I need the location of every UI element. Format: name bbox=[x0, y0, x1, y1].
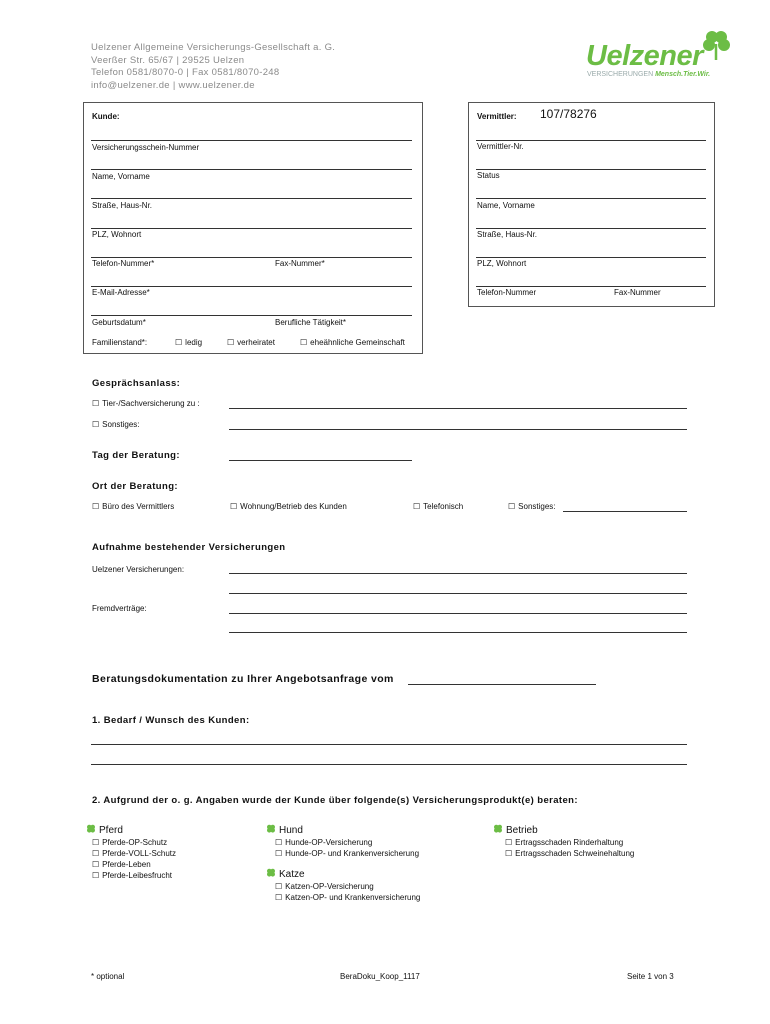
checkbox-icon: ☐ bbox=[92, 860, 100, 869]
fax-label: Fax-Nummer* bbox=[275, 259, 325, 268]
clover-icon bbox=[493, 824, 503, 834]
tag-line[interactable] bbox=[229, 460, 412, 461]
vermittler-line-3[interactable] bbox=[476, 198, 706, 199]
pferd-leibesfrucht-checkbox[interactable] bbox=[92, 870, 176, 881]
anlass-title: Gesprächsanlass: bbox=[92, 378, 181, 389]
katze-kranken-label: Katzen-OP- und Krankenversicherung bbox=[285, 893, 421, 902]
category-hund bbox=[266, 824, 303, 836]
ort-telefonisch-label: Telefonisch bbox=[423, 502, 464, 511]
familienstand-label: Familienstand*: bbox=[92, 338, 148, 347]
fam-ledig-label: ledig bbox=[185, 338, 203, 347]
checkbox-icon: ☐ bbox=[508, 502, 516, 511]
kunde-line-4[interactable] bbox=[91, 228, 412, 229]
bedarf-line-2[interactable] bbox=[91, 764, 687, 765]
company-phone: Telefon 0581/8070-0 | Fax 0581/8070-248 bbox=[91, 67, 280, 78]
checkbox-icon: ☐ bbox=[175, 338, 183, 347]
hund-list bbox=[275, 837, 419, 859]
company-web: info@uelzener.de | www.uelzener.de bbox=[91, 79, 255, 91]
company-address: Veerßer Str. 65/67 | 29525 Uelzen bbox=[91, 54, 245, 66]
aufnahme-title: Aufnahme bestehender Versicherungen bbox=[92, 542, 286, 553]
betrieb-rinder-label: Ertragsschaden Rinderhaltung bbox=[515, 838, 624, 847]
strasse-label: Straße, Haus-Nr. bbox=[92, 201, 153, 210]
checkbox-icon: ☐ bbox=[92, 849, 100, 858]
hund-label: Hund bbox=[279, 825, 303, 836]
category-pferd bbox=[86, 824, 123, 836]
category-betrieb bbox=[493, 824, 538, 836]
kunde-title: Kunde: bbox=[92, 112, 120, 121]
footer-optional: * optional bbox=[91, 972, 125, 981]
betrieb-rinder-checkbox[interactable] bbox=[505, 837, 634, 848]
company-name: Uelzener Allgemeine Versicherungs-Gesellschaft a. G. bbox=[91, 42, 336, 53]
geburt-label: Geburtsdatum* bbox=[92, 318, 146, 327]
vermittler-line-5[interactable] bbox=[476, 257, 706, 258]
logo-word: Uelzener bbox=[586, 40, 703, 72]
vermittler-nr-label: Vermittler-Nr. bbox=[477, 142, 524, 151]
plz-label: PLZ, Wohnort bbox=[92, 230, 142, 239]
pferd-label: Pferd bbox=[99, 825, 123, 836]
betrieb-list bbox=[505, 837, 634, 859]
katze-op-label: Katzen-OP-Versicherung bbox=[285, 882, 374, 891]
logo-slogan: Mensch.Tier.Wir. bbox=[655, 71, 711, 78]
vermittler-line-4[interactable] bbox=[476, 228, 706, 229]
clover-icon bbox=[266, 824, 276, 834]
checkbox-icon: ☐ bbox=[92, 399, 100, 408]
pferd-leibesfrucht-label: Pferde-Leibesfrucht bbox=[102, 871, 172, 880]
katze-label: Katze bbox=[279, 869, 305, 880]
betrieb-schweine-checkbox[interactable] bbox=[505, 848, 634, 859]
aufgrund-title: 2. Aufgrund der o. g. Angaben wurde der Kunde über folgende(s) Versicherungsprodukt(e) beraten: bbox=[92, 795, 578, 806]
ort-sonstiges-checkbox[interactable] bbox=[508, 502, 556, 511]
anlass-sonstiges-checkbox[interactable] bbox=[92, 420, 140, 429]
vermittler-line-1[interactable] bbox=[476, 140, 706, 141]
uelzener-versicherungen-label: Uelzener Versicherungen: bbox=[92, 565, 185, 574]
pferd-list bbox=[92, 837, 176, 881]
checkbox-icon: ☐ bbox=[92, 502, 100, 511]
tag-title: Tag der Beratung: bbox=[92, 450, 180, 461]
pferd-leben-label: Pferde-Leben bbox=[102, 860, 151, 869]
hund-op-checkbox[interactable] bbox=[275, 837, 419, 848]
hund-op-label: Hunde-OP-Versicherung bbox=[285, 838, 373, 847]
ort-wohnung-label: Wohnung/Betrieb des Kunden bbox=[240, 502, 347, 511]
kunde-line-2[interactable] bbox=[91, 169, 412, 170]
katze-kranken-checkbox[interactable] bbox=[275, 892, 420, 903]
checkbox-icon: ☐ bbox=[275, 838, 283, 847]
fremd-line-1[interactable] bbox=[229, 613, 687, 614]
pferd-voll-checkbox[interactable] bbox=[92, 848, 176, 859]
vermittler-plz-label: PLZ, Wohnort bbox=[477, 259, 527, 268]
fremd-line-2[interactable] bbox=[229, 632, 687, 633]
clover-icon bbox=[86, 824, 96, 834]
betrieb-label: Betrieb bbox=[506, 825, 538, 836]
ort-sonstiges-line[interactable] bbox=[563, 511, 687, 512]
ort-buero-checkbox[interactable] bbox=[92, 502, 174, 511]
hund-kranken-checkbox[interactable] bbox=[275, 848, 419, 859]
checkbox-icon: ☐ bbox=[92, 871, 100, 880]
checkbox-icon: ☐ bbox=[275, 849, 283, 858]
checkbox-icon: ☐ bbox=[275, 882, 283, 891]
kunde-line-7[interactable] bbox=[91, 315, 412, 316]
pferd-leben-checkbox[interactable] bbox=[92, 859, 176, 870]
vermittler-line-6[interactable] bbox=[476, 286, 706, 287]
fam-eheaehnlich-label: eheähnliche Gemeinschaft bbox=[310, 338, 405, 347]
fam-verheiratet-label: verheiratet bbox=[237, 338, 275, 347]
uelzener-logo bbox=[586, 28, 736, 84]
vermittler-fax-label: Fax-Nummer bbox=[614, 288, 661, 297]
vermittler-title: Vermittler: bbox=[477, 112, 517, 121]
pferd-op-checkbox[interactable] bbox=[92, 837, 176, 848]
clover-icon bbox=[699, 28, 733, 62]
anlass-tier-label: Tier-/Sachversicherung zu : bbox=[102, 399, 200, 408]
clover-icon bbox=[266, 868, 276, 878]
anlass-sonstiges-line[interactable] bbox=[229, 429, 687, 430]
checkbox-icon: ☐ bbox=[92, 420, 100, 429]
checkbox-icon: ☐ bbox=[227, 338, 235, 347]
footer-code: BeraDoku_Koop_1117 bbox=[340, 972, 420, 981]
uelzener-line-1[interactable] bbox=[229, 573, 687, 574]
fam-ledig-checkbox[interactable] bbox=[175, 338, 202, 347]
category-katze bbox=[266, 868, 305, 880]
fam-verheiratet-checkbox[interactable] bbox=[227, 338, 275, 347]
pferd-op-label: Pferde-OP-Schutz bbox=[102, 838, 168, 847]
fam-eheaehnlich-checkbox[interactable] bbox=[300, 338, 405, 347]
ort-buero-label: Büro des Vermittlers bbox=[102, 502, 175, 511]
hund-kranken-label: Hunde-OP- und Krankenversicherung bbox=[285, 849, 420, 858]
kunde-line-1[interactable] bbox=[91, 140, 412, 141]
vermittler-strasse-label: Straße, Haus-Nr. bbox=[477, 230, 538, 239]
email-label: E-Mail-Adresse* bbox=[92, 288, 150, 297]
company-header bbox=[91, 42, 335, 92]
checkbox-icon: ☐ bbox=[300, 338, 308, 347]
status-label: Status bbox=[477, 171, 500, 180]
checkbox-icon: ☐ bbox=[230, 502, 238, 511]
telefon-label: Telefon-Nummer* bbox=[92, 259, 155, 268]
logo-tag-prefix: VERSICHERUNGEN bbox=[587, 71, 654, 78]
checkbox-icon: ☐ bbox=[92, 838, 100, 847]
ort-wohnung-checkbox[interactable] bbox=[230, 502, 347, 511]
ort-sonstiges-label: Sonstiges: bbox=[518, 502, 556, 511]
vermittler-telefon-label: Telefon-Nummer bbox=[477, 288, 537, 297]
fremdvertraege-label: Fremdverträge: bbox=[92, 604, 147, 613]
anlass-sonstiges-label: Sonstiges: bbox=[102, 420, 140, 429]
vermittler-line-2[interactable] bbox=[476, 169, 706, 170]
katze-op-checkbox[interactable] bbox=[275, 881, 420, 892]
doku-title: Beratungsdokumentation zu Ihrer Angebotsanfrage vom bbox=[92, 673, 394, 685]
anlass-tier-checkbox[interactable] bbox=[92, 399, 200, 408]
katze-list bbox=[275, 881, 420, 903]
kunde-line-5[interactable] bbox=[91, 257, 412, 258]
vermittler-value[interactable]: 107/78276 bbox=[540, 107, 597, 121]
doku-date-line[interactable] bbox=[408, 684, 596, 685]
checkbox-icon: ☐ bbox=[505, 849, 513, 858]
beruf-label: Berufliche Tätigkeit* bbox=[275, 318, 346, 327]
kunde-line-6[interactable] bbox=[91, 286, 412, 287]
checkbox-icon: ☐ bbox=[413, 502, 421, 511]
versicherungsschein-label: Versicherungsschein-Nummer bbox=[92, 143, 200, 152]
checkbox-icon: ☐ bbox=[505, 838, 513, 847]
uelzener-line-2[interactable] bbox=[229, 593, 687, 594]
anlass-tier-line[interactable] bbox=[229, 408, 687, 409]
ort-title: Ort der Beratung: bbox=[92, 481, 178, 492]
footer-page: Seite 1 von 3 bbox=[627, 972, 674, 981]
checkbox-icon: ☐ bbox=[275, 893, 283, 902]
bedarf-line-1[interactable] bbox=[91, 744, 687, 745]
kunde-line-3[interactable] bbox=[91, 198, 412, 199]
betrieb-schweine-label: Ertragsschaden Schweinehaltung bbox=[515, 849, 635, 858]
logo-tagline bbox=[587, 71, 710, 78]
vermittler-name-label: Name, Vorname bbox=[477, 201, 535, 210]
name-label: Name, Vorname bbox=[92, 172, 150, 181]
ort-telefonisch-checkbox[interactable] bbox=[413, 502, 463, 511]
bedarf-title: 1. Bedarf / Wunsch des Kunden: bbox=[92, 715, 250, 726]
pferd-voll-label: Pferde-VOLL-Schutz bbox=[102, 849, 176, 858]
